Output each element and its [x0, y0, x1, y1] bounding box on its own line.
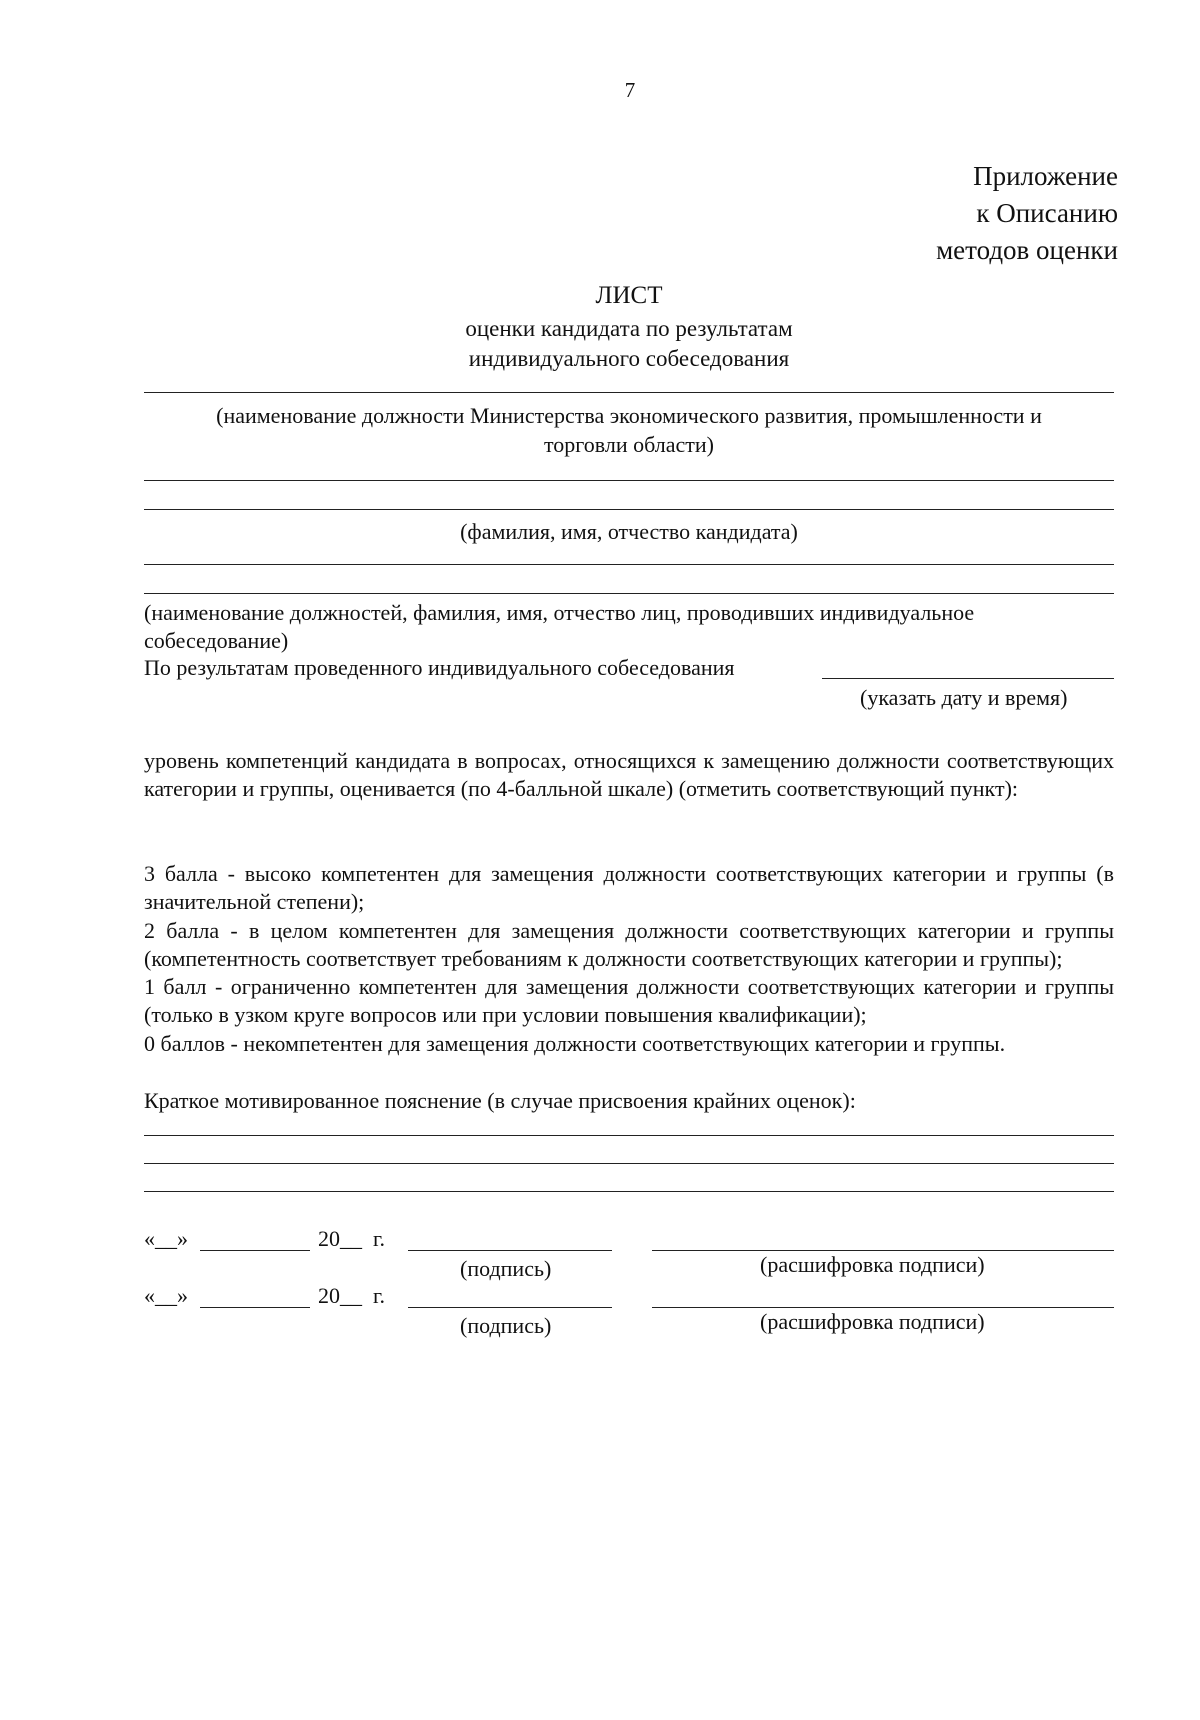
- signature-1-date-open: «__»: [144, 1226, 188, 1251]
- signature-1-year-suffix: г.: [373, 1226, 386, 1251]
- candidate-caption: (фамилия, имя, отчество кандидата): [460, 519, 798, 544]
- signature-1-decode-field[interactable]: [652, 1250, 1114, 1251]
- signature-2-decode-field[interactable]: [652, 1307, 1114, 1308]
- position-field-line[interactable]: [144, 392, 1114, 393]
- position-caption: (наименование должности Министерства экономического развития, промышленности и: [216, 403, 1042, 428]
- signature-2-field[interactable]: [408, 1307, 612, 1308]
- candidate-field-line-2[interactable]: [144, 509, 1114, 510]
- explanation-field-line-2[interactable]: [144, 1163, 1114, 1164]
- competence-paragraph: уровень компетенций кандидата в вопросах, относящихся к замещению должности соответствующих категории и группы, оценивается (по 4-балльной шкале) (отметить соответствующий пункт):: [144, 748, 1114, 801]
- appendix-line-3: методов оценки: [936, 235, 1118, 265]
- signature-2-year-suffix: г.: [373, 1283, 386, 1308]
- position-caption-cont: торговли области): [543, 432, 715, 457]
- rating-option-3[interactable]: 3 балла - высоко компетентен для замещения должности соответствующих категории и группы (в значительной степени);: [144, 861, 1114, 915]
- document-title: ЛИСТ: [595, 282, 663, 309]
- signature-2-year: 20__: [318, 1283, 362, 1308]
- document-subtitle-line-1: оценки кандидата по результатам: [465, 316, 793, 341]
- signature-1-year: 20__: [318, 1226, 362, 1251]
- interviewers-caption: (наименование должностей, фамилия, имя, отчество лиц, проводивших индивидуальное: [144, 600, 975, 625]
- candidate-field-line-1[interactable]: [144, 480, 1114, 481]
- signature-2-decode-caption: (расшифровка подписи): [760, 1309, 985, 1334]
- interviewers-caption-cont: собеседование): [144, 628, 289, 653]
- signature-1-date-field[interactable]: [200, 1250, 310, 1251]
- rating-scale: [144, 860, 1114, 1058]
- results-intro: По результатам проведенного индивидуального собеседования: [144, 655, 735, 680]
- signature-2-date-open: «__»: [144, 1283, 188, 1308]
- signature-1-caption: (подпись): [460, 1256, 552, 1281]
- appendix-line-2: к Описанию: [976, 198, 1118, 228]
- signature-1-decode-caption: (расшифровка подписи): [760, 1252, 985, 1277]
- explanation-field-line-3[interactable]: [144, 1191, 1114, 1192]
- rating-option-1[interactable]: 1 балл - ограниченно компетентен для замещения должности соответствующих категории и группы (только в узком круге вопросов или при условии повышения квалификации);: [144, 974, 1114, 1028]
- signature-1-field[interactable]: [408, 1250, 612, 1251]
- explanation-label: Краткое мотивированное пояснение (в случае присвоения крайних оценок):: [144, 1088, 856, 1113]
- appendix-line-1: Приложение: [973, 161, 1118, 191]
- page-number: 7: [624, 78, 636, 102]
- signature-2-date-field[interactable]: [200, 1307, 310, 1308]
- date-caption: (указать дату и время): [860, 685, 1068, 710]
- rating-option-2[interactable]: 2 балла - в целом компетентен для замещения должности соответствующих категории и группы (компетентность соответствует требованиям к должности соответствующих категории и группы);: [144, 917, 1114, 971]
- explanation-field-line-1[interactable]: [144, 1135, 1114, 1136]
- appendix-note: [936, 158, 1118, 269]
- document-subtitle-line-2: индивидуального собеседования: [468, 346, 790, 371]
- interview-date-field-line[interactable]: [822, 678, 1114, 679]
- interviewers-field-line-2[interactable]: [144, 593, 1114, 594]
- interviewers-field-line-1[interactable]: [144, 564, 1114, 565]
- rating-option-0[interactable]: 0 баллов - некомпетентен для замещения должности соответствующих категории и группы.: [144, 1030, 1006, 1056]
- signature-2-caption: (подпись): [460, 1313, 552, 1338]
